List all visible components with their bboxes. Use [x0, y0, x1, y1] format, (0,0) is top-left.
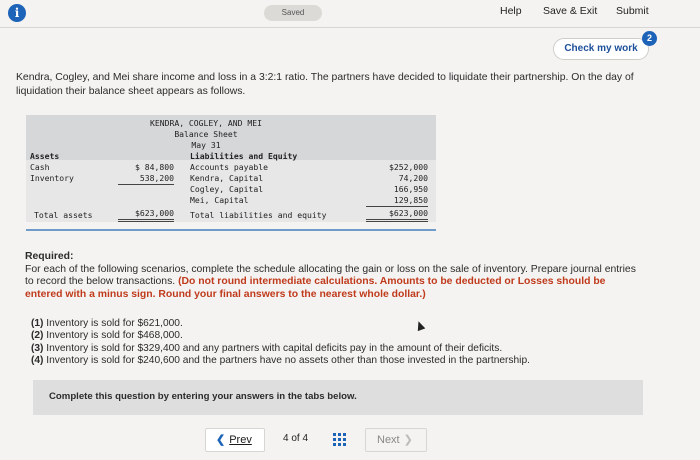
- total-assets-label: Total assets: [34, 210, 93, 220]
- info-icon[interactable]: i: [8, 4, 26, 22]
- assets-header: Assets: [30, 151, 60, 161]
- scenario-number: (1): [31, 318, 44, 329]
- next-label: Next: [377, 434, 400, 446]
- page-indicator: [283, 433, 308, 444]
- liability-label: Mei, Capital: [190, 195, 249, 205]
- grid-icon[interactable]: [333, 433, 346, 446]
- scenario-number: (3): [31, 342, 44, 354]
- check-count-badge: 2: [642, 31, 657, 46]
- top-bar: [0, 0, 700, 28]
- scenario-list: [31, 318, 631, 367]
- asset-amount: 538,200: [118, 173, 174, 185]
- list-item: [31, 330, 631, 342]
- total-liabilities-label: Total liabilities and equity: [190, 210, 327, 220]
- liability-label: Cogley, Capital: [190, 184, 264, 194]
- page-total: 4: [302, 433, 309, 444]
- list-item: [31, 343, 631, 355]
- asset-label: Cash: [30, 162, 50, 172]
- save-exit-link[interactable]: Save & Exit: [543, 5, 598, 17]
- scenario-text: Inventory is sold for $329,400 and any partners with capital deficits pay in the amount of their deficits.: [46, 342, 503, 354]
- required-instructions: [25, 264, 640, 302]
- balance-sheet-company: KENDRA, COGLEY, AND MEI: [149, 118, 263, 128]
- scenario-text: Inventory is sold for $468,000.: [46, 330, 183, 342]
- liability-label: Kendra, Capital: [190, 173, 264, 183]
- help-link[interactable]: Help: [500, 5, 522, 17]
- next-button[interactable]: [365, 428, 427, 452]
- required-note: (Do not round intermediate calculations. Amounts to be deducted or Losses should be entered with a minus sign. Round your final answers to the nearest whole dollar.): [25, 276, 606, 300]
- complete-instruction-box: Complete this question by entering your answers in the tabs below.: [33, 380, 643, 415]
- balance-sheet-title: Balance Sheet: [174, 129, 238, 139]
- balance-sheet-date: May 31: [191, 140, 221, 150]
- list-item: [31, 355, 631, 367]
- saved-status-badge: Saved: [264, 5, 322, 21]
- chevron-left-icon: ❮: [216, 434, 226, 446]
- liability-amount: 166,950: [393, 184, 428, 194]
- problem-intro: Kendra, Cogley, and Mei share income and loss in a 3:2:1 ratio. The partners have decided to liquidate their partnership. On the day of liquidation their balance sheet appears as follows.: [16, 72, 634, 97]
- page-current: 4: [283, 433, 289, 444]
- liability-amount: $252,000: [389, 162, 428, 172]
- scenario-text: Inventory is sold for $621,000.: [46, 318, 183, 329]
- scenario-number: (2): [31, 330, 44, 342]
- liabilities-header: Liabilities and Equity: [190, 151, 298, 161]
- pagination: [205, 428, 435, 452]
- required-heading: Required:: [25, 251, 74, 262]
- liability-amount: 74,200: [398, 173, 428, 183]
- asset-label: Inventory: [30, 173, 74, 183]
- asset-amount: $ 84,800: [135, 162, 174, 172]
- prev-label: Prev: [229, 434, 252, 446]
- balance-sheet: [26, 115, 436, 232]
- balance-sheet-divider: [26, 229, 436, 231]
- scenario-number: (4): [31, 354, 44, 366]
- required-section: [25, 251, 640, 301]
- liability-amount: 129,850: [366, 195, 428, 207]
- list-item: [31, 318, 631, 330]
- required-text: For each of the following scenarios, complete the schedule allocating the gain or loss on the sale of inventory. Prepare journal entries to record the below transactions.: [25, 263, 636, 288]
- total-assets-amount: $623,000: [118, 208, 174, 222]
- liability-label: Accounts payable: [190, 162, 268, 172]
- chevron-right-icon: ❯: [403, 434, 413, 446]
- submit-link[interactable]: Submit: [616, 5, 649, 17]
- total-liabilities-amount: $623,000: [366, 208, 428, 222]
- prev-button[interactable]: [205, 428, 265, 452]
- scenario-text: Inventory is sold for $240,600 and the partners have no assets other than those invested in the partnership.: [46, 354, 530, 366]
- page-of: of: [291, 433, 300, 444]
- check-my-work-button[interactable]: Check my work: [553, 38, 649, 60]
